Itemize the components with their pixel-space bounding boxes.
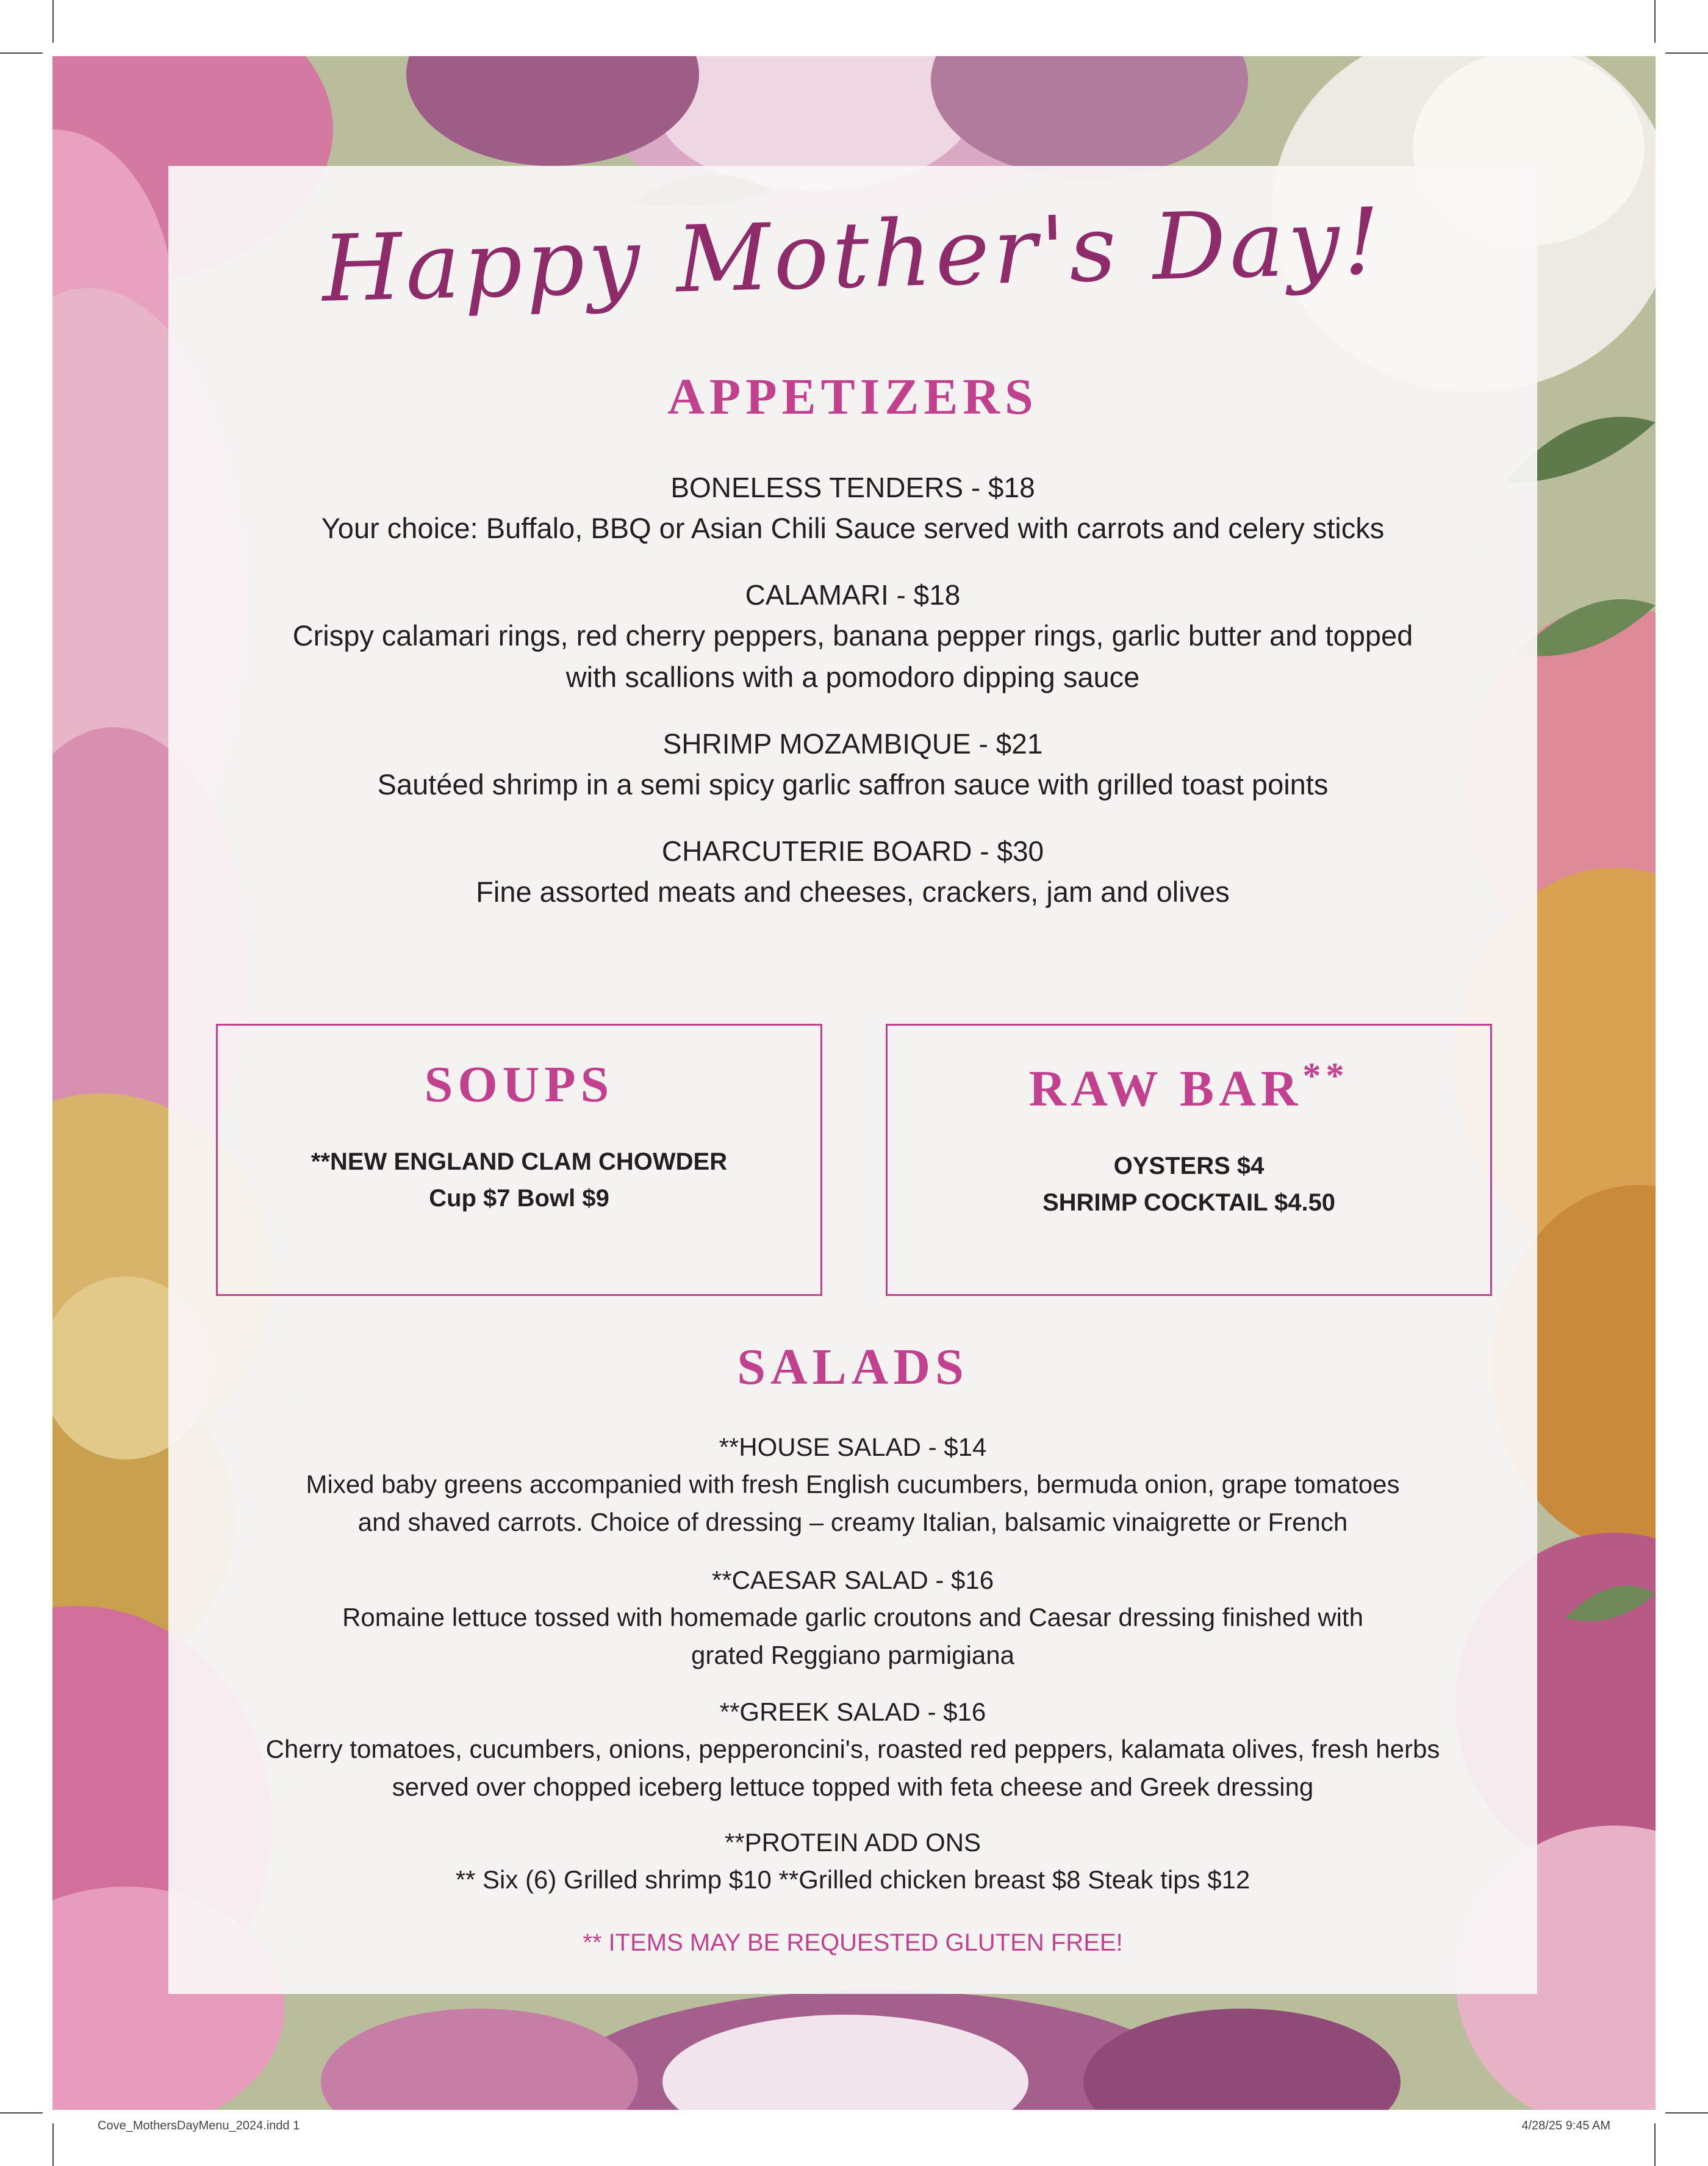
item-description: ** Six (6) Grilled shrimp $10 **Grilled chicken breast $8 Steak tips $12 [455,1865,1250,1894]
raw-bar-heading [888,1055,1490,1118]
menu-item [205,1694,1501,1806]
item-name: **CAESAR SALAD - $16 [711,1566,994,1594]
gluten-free-note: ** ITEMS MAY BE REQUESTED GLUTEN FREE! [583,1929,1123,1956]
soup-price: Cup $7 Bowl $9 [429,1185,609,1212]
crop-mark [0,52,43,54]
item-description: grated Reggiano parmigiana [691,1641,1015,1669]
soups-heading: SOUPS [424,1056,614,1113]
gluten-free-mark: ** [1302,1056,1349,1096]
crop-mark [1654,2123,1656,2166]
menu-item [205,1824,1501,1899]
item-description: Sautéed shrimp in a semi spicy garlic saffron sauce with grilled toast points [377,768,1329,801]
menu-item [205,575,1501,698]
raw-bar-item: SHRIMP COCKTAIL $4.50 [1042,1189,1336,1216]
menu-item [205,467,1501,549]
crop-mark [1665,2112,1708,2114]
soup-item: **NEW ENGLAND CLAM CHOWDER [310,1148,728,1175]
salads-heading: SALADS [737,1339,969,1395]
raw-bar-heading-text: RAW BAR [1028,1060,1303,1117]
menu-item [205,1562,1501,1674]
item-description: Mixed baby greens accompanied with fresh English cucumbers, bermuda onion, grape tomatoes [306,1470,1400,1499]
item-description: Fine assorted meats and cheeses, crackers, jam and olives [476,876,1230,908]
menu-item [205,1429,1501,1541]
crop-mark [52,2123,54,2166]
item-name: CALAMARI - $18 [745,579,961,611]
item-description: Cherry tomatoes, cucumbers, onions, pepperoncini's, roasted red peppers, kalamata olives, fresh herbs [265,1735,1440,1763]
item-name: CHARCUTERIE BOARD - $30 [661,835,1044,867]
crop-mark [1654,0,1656,43]
crop-mark [0,2112,43,2114]
menu-item [205,831,1501,913]
raw-bar-item: OYSTERS $4 [1113,1153,1265,1179]
soups-box [216,1024,822,1296]
item-description: Crispy calamari rings, red cherry peppers, banana pepper rings, garlic butter and topped [292,619,1413,652]
item-description: Your choice: Buffalo, BBQ or Asian Chili Sauce served with carrots and celery sticks [321,512,1385,544]
item-description: and shaved carrots. Choice of dressing – creamy Italian, balsamic vinaigrette or French [357,1508,1348,1536]
menu-card [168,166,1537,1994]
slug-timestamp: 4/28/25 9:45 AM [1521,2119,1610,2132]
menu-item [205,724,1501,805]
item-name: **HOUSE SALAD - $14 [719,1433,987,1461]
item-name: **GREEK SALAD - $16 [719,1697,986,1726]
item-description: Romaine lettuce tossed with homemade garlic croutons and Caesar dressing finished with [342,1603,1363,1632]
crop-mark [52,0,54,43]
slug-filename: Cove_MothersDayMenu_2024.indd 1 [98,2119,300,2132]
item-name: BONELESS TENDERS - $18 [670,472,1035,503]
appetizers-heading: APPETIZERS [667,369,1038,425]
item-description: with scallions with a pomodoro dipping sauce [565,661,1140,693]
item-description: served over chopped iceberg lettuce topped with feta cheese and Greek dressing [392,1772,1314,1801]
item-name: SHRIMP MOZAMBIQUE - $21 [662,728,1043,760]
crop-mark [1665,52,1708,54]
menu-title: Happy Mother's Day! [320,189,1385,323]
item-name: **PROTEIN ADD ONS [724,1828,981,1857]
raw-bar-box [886,1024,1492,1296]
